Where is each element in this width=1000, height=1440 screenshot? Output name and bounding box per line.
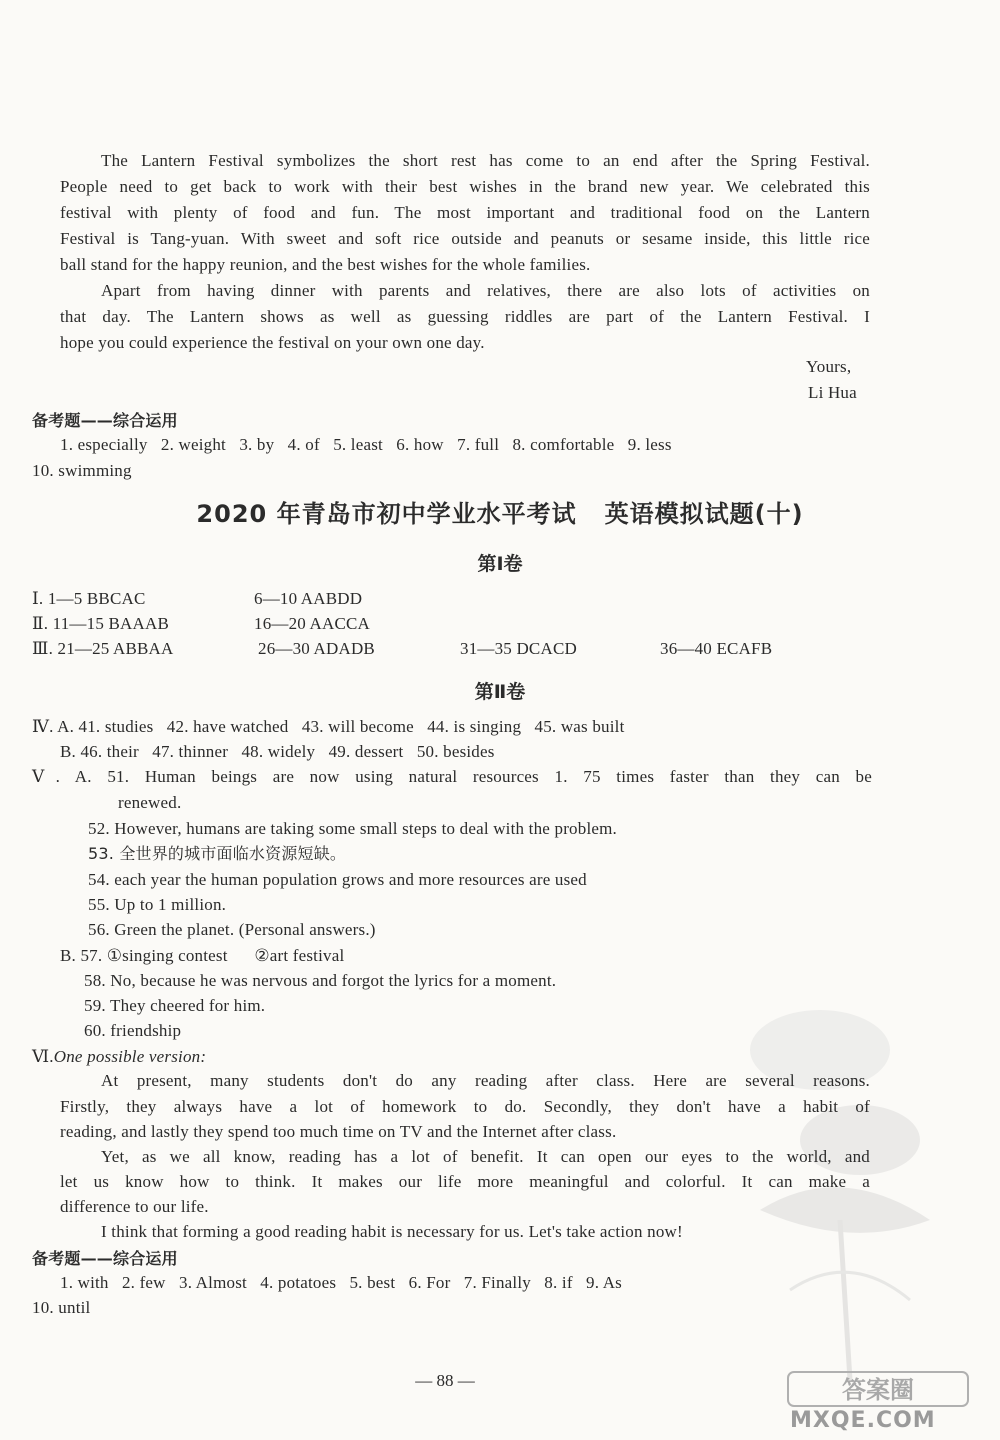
essay-p3: I think that forming a good reading habit is necessary for us. Let's take action now! <box>101 1222 683 1241</box>
part1-row1-col1: Ⅰ. 1—5 BBCAC <box>32 589 146 608</box>
review1-heading: 备考题——综合运用 <box>32 411 178 430</box>
letter-p2-line2: that day. The Lantern shows as well as guessing riddles are part of the Lantern Festival. I <box>60 307 870 326</box>
part1-row3-col1: Ⅲ. 21—25 ABBAA <box>32 639 174 658</box>
review2-answers: 1. with 2. few 3. Almost 4. potatoes 5. best 6. For 7. Finally 8. if 9. As <box>60 1273 622 1292</box>
letter-signature: Li Hua <box>808 383 857 402</box>
letter-closing: Yours, <box>806 357 852 376</box>
essay-p1-line3: reading, and lastly they spend too much time on TV and the Internet after class. <box>60 1122 617 1141</box>
review2-answers-cont: 10. until <box>32 1298 91 1317</box>
part1-row3-col3: 31—35 DCACD <box>460 639 577 658</box>
letter-p2-line1: Apart from having dinner with parents and relatives, there are also lots of activities on <box>101 281 870 300</box>
letter-p1-line1: The Lantern Festival symbolizes the short rest has come to an end after the Spring Festival. <box>101 151 870 170</box>
part2-v-55: 55. Up to 1 million. <box>88 895 227 914</box>
part2-v-a51: Ⅴ. A. 51. Human beings are now using natural resources 1. 75 times faster than they can be <box>32 767 872 786</box>
part1-heading: 第Ⅰ卷 <box>477 553 523 575</box>
part1-row3-col4: 36—40 ECAFB <box>660 639 773 658</box>
part2-v-52: 52. However, humans are taking some small steps to deal with the problem. <box>88 819 617 838</box>
exam-title: 2020 年青岛市初中学业水平考试 英语模拟试题(十) <box>196 500 804 528</box>
letter-p1-line5: ball stand for the happy reunion, and the best wishes for the whole families. <box>60 255 591 274</box>
part2-v-60: 60. friendship <box>84 1021 182 1040</box>
part2-iv-a: Ⅳ. A. 41. studies 42. have watched 43. will become 44. is singing 45. was built <box>32 717 625 736</box>
part2-vi <box>32 1046 206 1068</box>
part2-v-53: 53. 全世界的城市面临水资源短缺。 <box>88 844 347 863</box>
review1-answers: 1. especially 2. weight 3. by 4. of 5. least 6. how 7. full 8. comfortable 9. less <box>60 435 672 454</box>
essay-p1-line1: At present, many students don't do any reading after class. Here are several reasons. <box>101 1071 870 1090</box>
part2-v-54: 54. each year the human population grows and more resources are used <box>88 870 587 889</box>
part2-v-b57: B. 57. ①singing contest ②art festival <box>60 946 345 965</box>
part1-row2-col1: Ⅱ. 11—15 BAAAB <box>32 614 169 633</box>
letter-p1-line3: festival with plenty of food and fun. The most important and traditional food on the Lantern <box>60 203 870 222</box>
part2-v-a51-cont: renewed. <box>118 793 182 812</box>
part1-row2-col2: 16—20 AACCA <box>254 614 371 633</box>
watermark-url: MXQE.COM <box>790 1408 936 1433</box>
essay-p2-line2: let us know how to think. It makes our life more meaningful and colorful. It can make a <box>60 1172 870 1191</box>
essay-p2-line1: Yet, as we all know, reading has a lot of benefit. It can open our eyes to the world, and <box>101 1147 870 1166</box>
watermark-logo-text: 答案圈 <box>842 1376 914 1404</box>
letter-p1-line2: People need to get back to work with their best wishes in the brand new year. We celebrated this <box>60 177 870 196</box>
part2-v-58: 58. No, because he was nervous and forgot the lyrics for a moment. <box>84 971 557 990</box>
review1-answers-cont: 10. swimming <box>32 461 132 480</box>
part2-vi-label: Ⅵ. <box>32 1047 54 1066</box>
letter-p1-line4: Festival is Tang-yuan. With sweet and soft rice outside and peanuts or sesame inside, this little rice <box>60 229 870 248</box>
part1-row1-col2: 6—10 AABDD <box>254 589 363 608</box>
page-number: — 88 — <box>415 1371 475 1390</box>
essay-p2-line3: difference to our life. <box>60 1197 209 1216</box>
part2-vi-version: One possible version: <box>53 1047 207 1066</box>
review2-heading: 备考题——综合运用 <box>32 1249 178 1268</box>
essay-p1-line2: Firstly, they always have a lot of homework to do. Secondly, they don't have a habit of <box>60 1097 870 1116</box>
part1-row3-col2: 26—30 ADADB <box>258 639 375 658</box>
letter-p2-line3: hope you could experience the festival on your own one day. <box>60 333 485 352</box>
part2-iv-b: B. 46. their 47. thinner 48. widely 49. dessert 50. besides <box>60 742 495 761</box>
part2-heading: 第Ⅱ卷 <box>474 681 526 703</box>
part2-v-59: 59. They cheered for him. <box>84 996 266 1015</box>
part2-v-56: 56. Green the planet. (Personal answers.) <box>88 920 376 939</box>
